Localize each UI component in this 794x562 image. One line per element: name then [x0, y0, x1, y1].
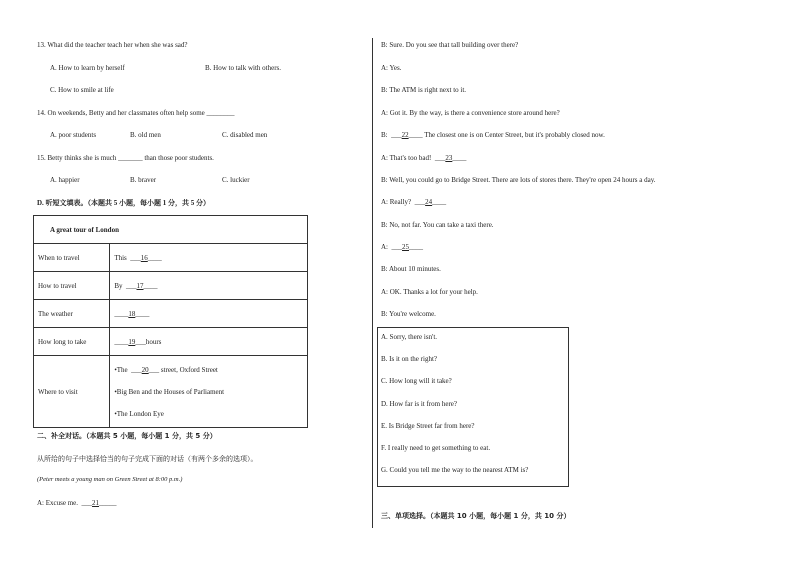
q13-option-b: B. How to talk with others. [205, 64, 282, 72]
q13-option-c: C. How to smile at life [50, 86, 114, 94]
section-3-heading: 三、单项选择。（本题共 10 小题，每小题 1 分，共 10 分） [381, 512, 571, 520]
dialogue-line: A: Excuse me. [37, 499, 79, 507]
dialogue-line: B: No, not far. You can take a taxi there. [381, 221, 494, 229]
column-divider [372, 38, 373, 528]
q14-option-c: C. disabled men [222, 131, 268, 139]
dialogue-line: B: You're welcome. [381, 310, 436, 318]
q14-option-a: A. poor students [50, 131, 97, 139]
table-cell-text: •The London Eye [114, 409, 164, 418]
question-14: 14. On weekends, Betty and her classmates often help some ________ [37, 109, 235, 117]
table-label: Where to visit [34, 356, 110, 428]
dialogue-line: B: Sure. Do you see that tall building over there? [381, 41, 519, 49]
q14-option-b: B. old men [130, 131, 161, 139]
table-row: How to travel By ___17____ [34, 272, 308, 300]
table-cell-text: •Big Ben and the Houses of Parliament [114, 387, 225, 396]
blank-20: 20 [141, 365, 149, 374]
table-row: Where to visit •The ___20___ street, Oxford Street •Big Ben and the Houses of Parliament •The London Eye [34, 356, 308, 428]
dialogue-line: A: OK. Thanks a lot for your help. [381, 288, 478, 296]
blank-21: 21 [92, 499, 100, 507]
table-label: The weather [34, 300, 110, 328]
section-d-heading: D. 听短文填表。（本题共 5 小题，每小题 1 分，共 5 分） [37, 199, 211, 207]
dialogue-line: A: [381, 243, 390, 251]
table-cell-text: By [114, 281, 125, 290]
table-cell-text: •The [114, 365, 130, 374]
option-item: B. Is it on the right? [381, 355, 437, 363]
table-row: When to travel This ___16____ [34, 244, 308, 272]
table-cell-text: hours [145, 337, 162, 346]
blank-24: 24 [425, 198, 433, 206]
table-cell-text: This [114, 253, 129, 262]
q15-option-b: B. braver [130, 176, 157, 184]
option-item: D. How far is it from here? [381, 400, 458, 408]
dialogue-line: B: The ATM is right next to it. [381, 86, 467, 94]
q15-option-c: C. luckier [222, 176, 250, 184]
table-label: When to travel [34, 244, 110, 272]
dialogue-line: A: That's too bad! [381, 154, 434, 162]
section-2-heading: 二、补全对话。（本题共 5 小题，每小题 1 分，共 5 分） [37, 432, 217, 440]
blank-19: 19 [128, 337, 136, 346]
dialogue-line: The closest one is on Center Street, but it's probably closed now. [422, 131, 605, 139]
table-row: How long to take ____19___hours [34, 328, 308, 356]
table-cell-text: street, Oxford Street [159, 365, 218, 374]
q15-option-a: A. happier [50, 176, 80, 184]
option-item: C. How long will it take? [381, 377, 452, 385]
dialogue-line: A: Really? [381, 198, 413, 206]
blank-22: 22 [401, 131, 409, 139]
table-label: How long to take [34, 328, 110, 356]
table-title: A great tour of London [34, 216, 308, 244]
option-item: F. I really need to get something to eat. [381, 444, 491, 452]
blank-25: 25 [402, 243, 409, 251]
table-row: The weather ____18____ [34, 300, 308, 328]
dialogue-line: B: About 10 minutes. [381, 265, 441, 273]
dialogue-line: B: Well, you could go to Bridge Street. There are lots of stores there. They're open 24 hours a day. [381, 176, 656, 184]
table-label: How to travel [34, 272, 110, 300]
scene-note: (Peter meets a young man on Green Street at 8:00 p.m.) [37, 476, 183, 483]
blank-16: 16 [140, 253, 148, 262]
question-15: 15. Betty thinks she is much _______ than those poor students. [37, 154, 214, 162]
option-item: A. Sorry, there isn't. [381, 333, 438, 341]
option-item: E. Is Bridge Street far from here? [381, 422, 475, 430]
dialogue-line: A: Got it. By the way, is there a convenience store around here? [381, 109, 560, 117]
tour-table [33, 215, 308, 428]
blank-23: 23 [445, 154, 453, 162]
blank-18: 18 [128, 309, 136, 318]
question-13: 13. What did the teacher teach her when she was sad? [37, 41, 188, 49]
option-item: G. Could you tell me the way to the nearest ATM is? [381, 466, 529, 474]
instruction: 从所给的句子中选择恰当的句子完成下面的对话（有两个多余的选项）。 [37, 455, 258, 463]
dialogue-line: A: Yes. [381, 64, 402, 72]
dialogue-line: B: [381, 131, 390, 139]
q13-option-a: A. How to learn by herself [50, 64, 125, 72]
blank-17: 17 [136, 281, 144, 290]
